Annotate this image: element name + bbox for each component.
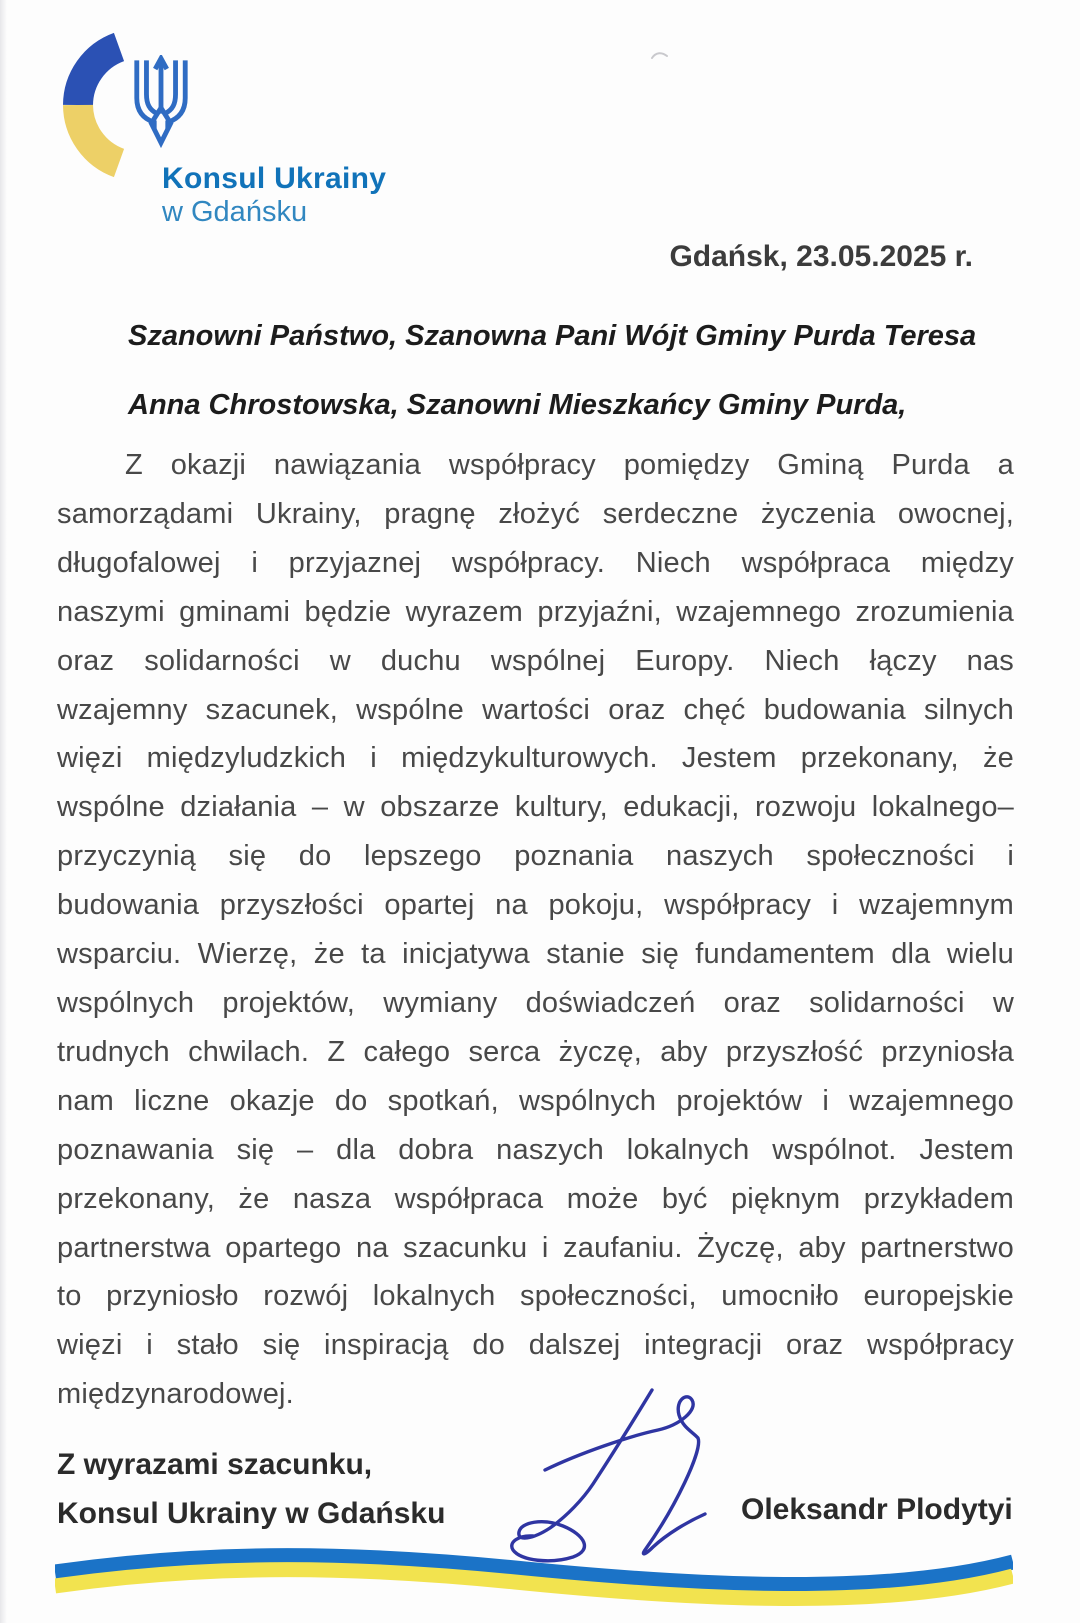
crescent-yellow-arc bbox=[78, 105, 119, 163]
flag-wave-graphic bbox=[55, 1542, 1013, 1622]
closing-sender-title: Konsul Ukrainy w Gdańsku bbox=[57, 1497, 446, 1530]
closing-salute: Z wyrazami szacunku, bbox=[57, 1448, 373, 1481]
handwritten-signature-icon bbox=[495, 1358, 715, 1568]
salutation-line-2: Anna Chrostowska, Szanowni Mieszkańcy Gminy Purda, bbox=[128, 389, 907, 421]
dateline: Gdańsk, 23.05.2025 r. bbox=[669, 240, 973, 273]
crescent-blue-arc bbox=[78, 47, 119, 105]
scan-artifact-mark bbox=[650, 50, 670, 62]
salutation-line-1: Szanowni Państwo, Szanowna Pani Wójt Gminy Purda Teresa bbox=[128, 320, 977, 352]
salutation bbox=[128, 320, 1008, 421]
trident-icon bbox=[130, 55, 192, 149]
org-location: w Gdańsku bbox=[162, 196, 308, 228]
crescent-icon bbox=[22, 15, 142, 191]
org-name: Konsul Ukrainy bbox=[162, 162, 387, 195]
signer-name: Oleksandr Plodytyi bbox=[741, 1493, 1013, 1526]
letter-body-paragraph: Z okazji nawiązania współpracy pomiędzy Gminą Purda a samorządami Ukrainy, pragnę złożyć serdeczne życzenia owocnej, długofalowej i przyjaznej współpracy. Niech współpraca między naszymi gminami będzie wyrazem przyjaźni, wzajemnego zrozumienia oraz solidarności w duchu wspólnej Europy. Niech łączy nas wzajemny szacunek, wspólne wartości oraz chęć budowania silnych więzi międzyludzkich i międzykulturowych. Jestem przekonany, że wspólne działania – w obszarze kultury, edukacji, rozwoju lokalnego– przyczynią się do lepszego poznania naszych społeczności i budowania przyszłości opartej na pokoju, współpracy i wzajemnym wsparciu. Wierzę, że ta inicjatywa stanie się fundamentem dla wielu wspólnych projektów, wymiany doświadczeń oraz solidarności w trudnych chwilach. Z całego serca życzę, aby przyszłość przyniosła nam liczne okazje do spotkań, wspólnych projektów i wzajemnego poznawania się – dla dobra naszych lokalnych wspólnot. Jestem przekonany, że nasza współpraca może być pięknym przykładem partnerstwa opartego na szacunku i zaufaniu. Życzę, aby partnerstwo to przyniosło rozwój lokalnych społeczności, umocniło europejskie więzi i stało się inspiracją do dalszej integracji oraz współpracy międzynarodowej. bbox=[57, 449, 1014, 1411]
